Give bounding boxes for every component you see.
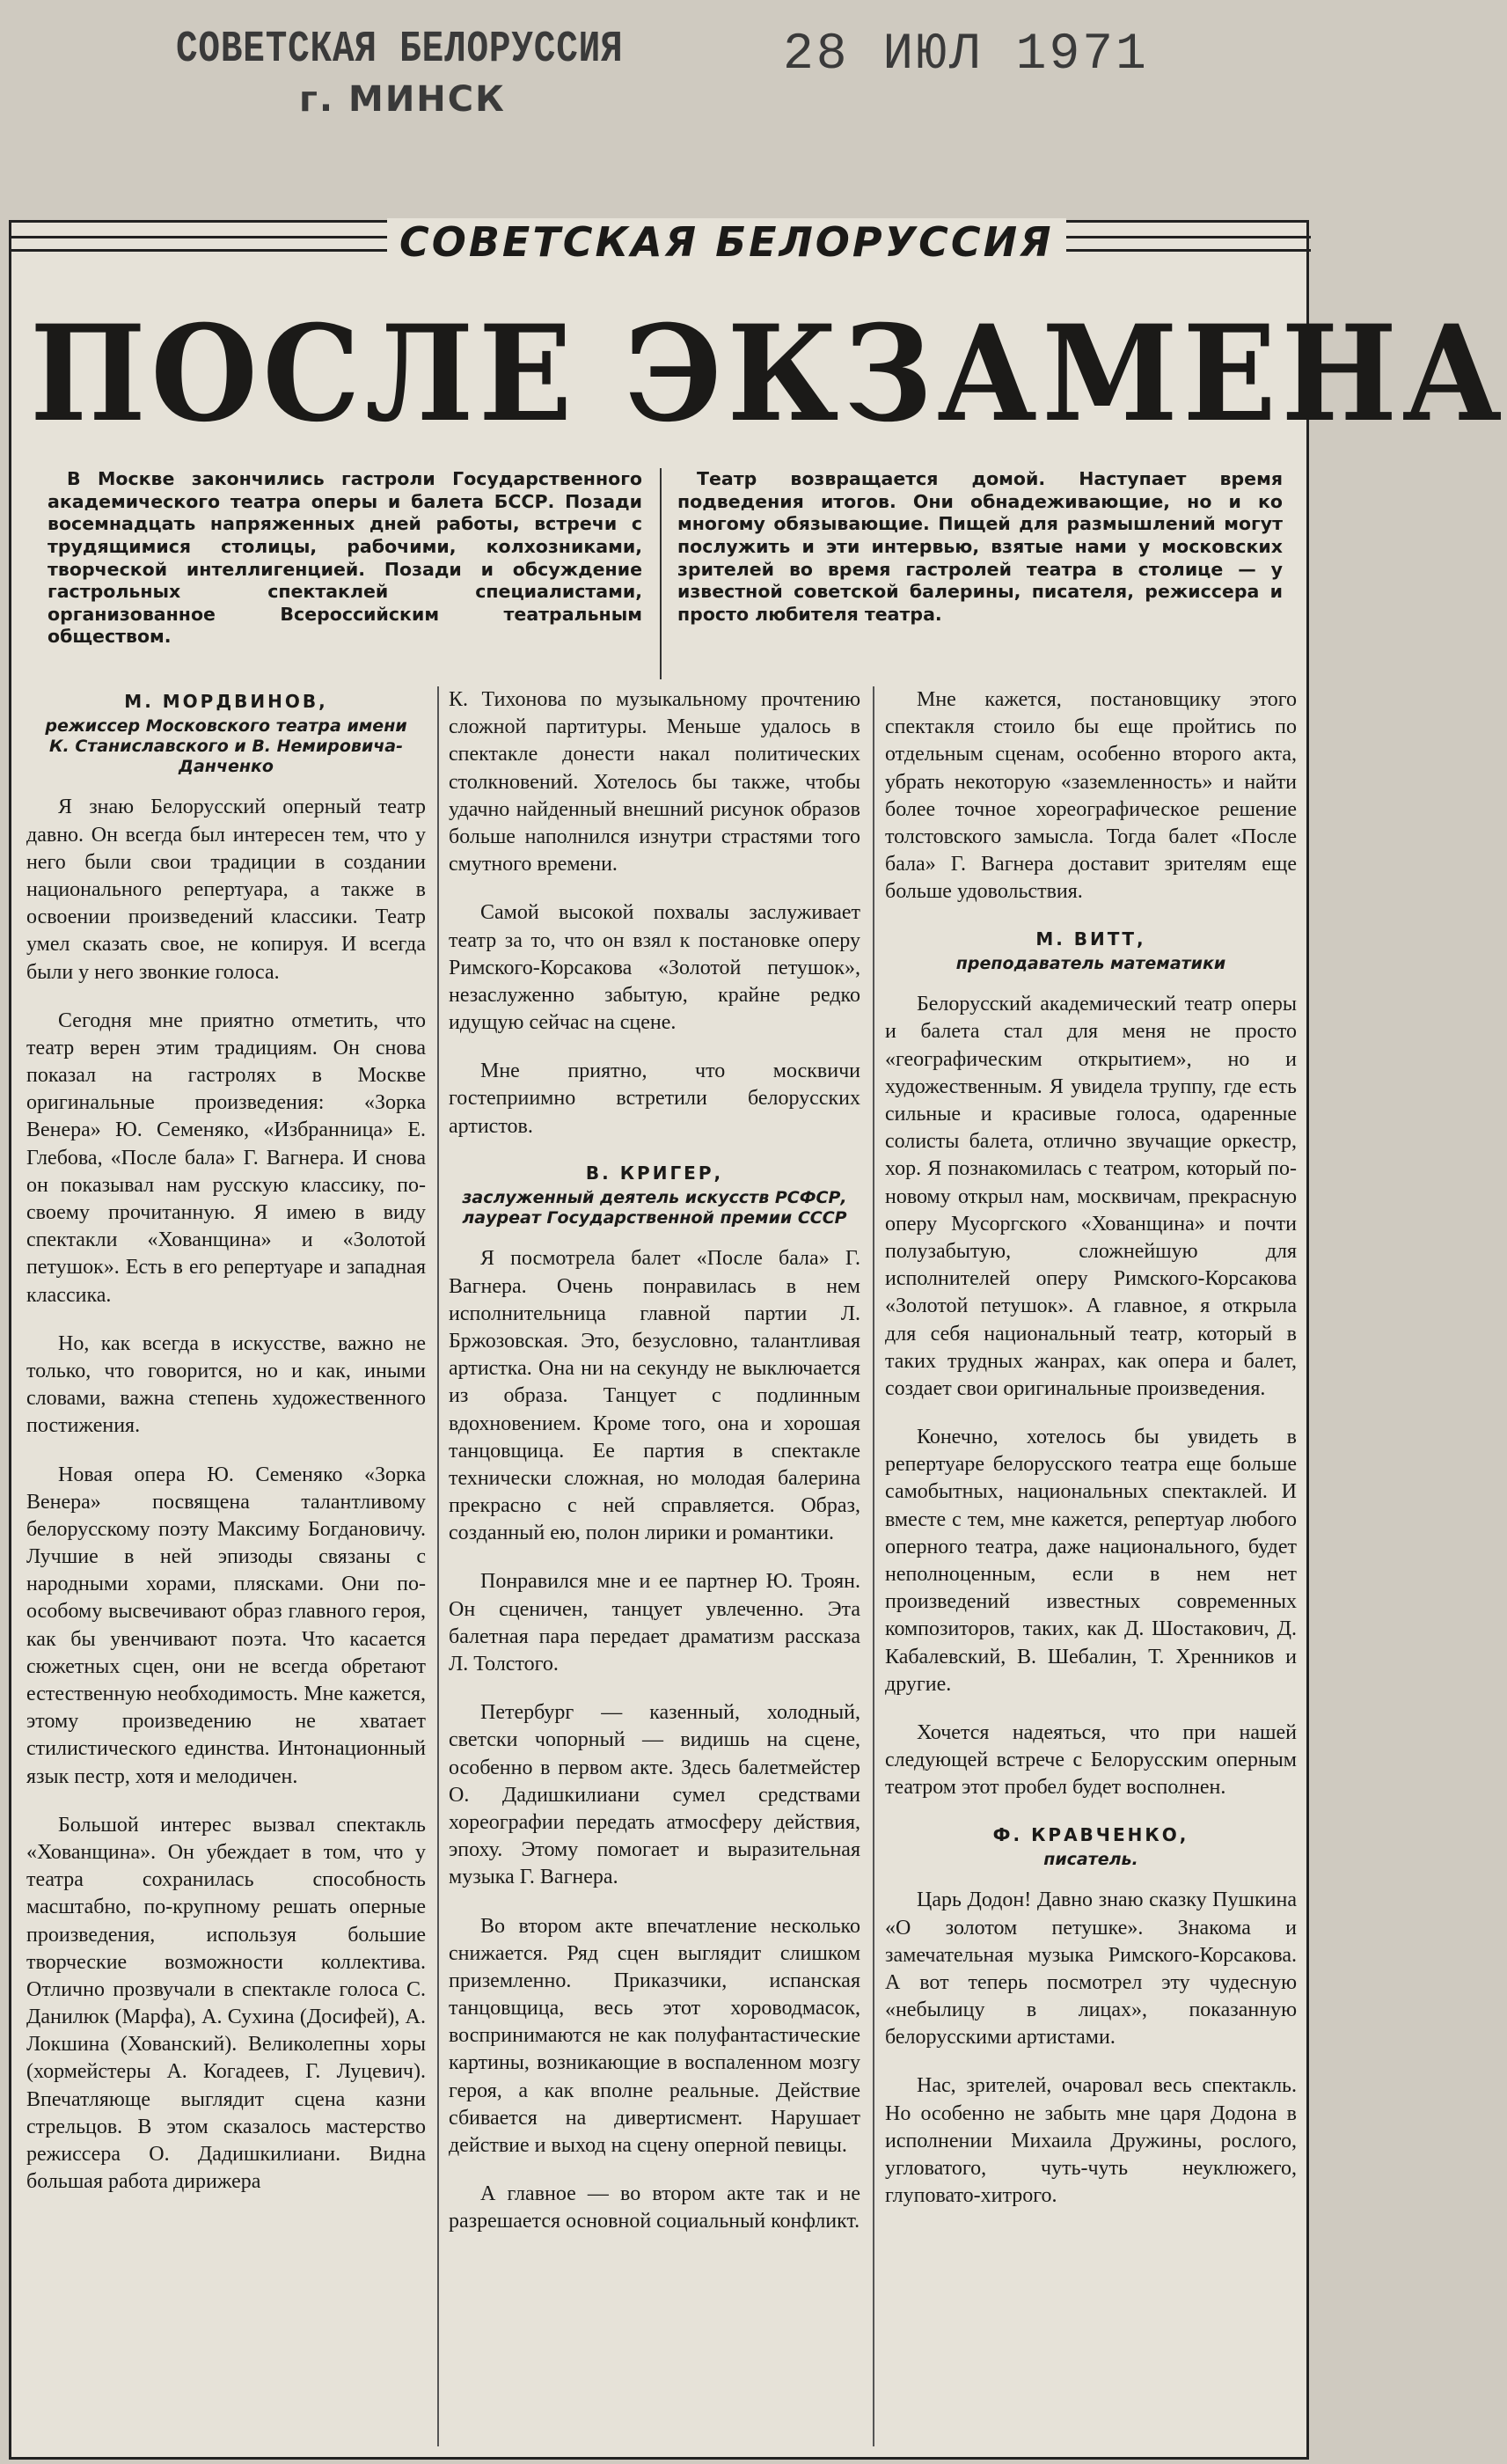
stamp-date: 28 ИЮЛ 1971 (783, 26, 1149, 84)
author-vitt-title: преподаватель математики (955, 953, 1226, 973)
masthead: СОВЕТСКАЯ БЕЛОРУССИЯ (387, 218, 1066, 266)
paragraph: Мне кажется, постановщику этого спектакля стоило бы еще пройтись по отдельным сценам, особенно второго акта, убрать некоторую «заземленность» и найти более точное хореографическое решение толстовского замысла. Тогда балет «После бала» Г. Вагнера доставит зрителям еще больше удовольствия. (885, 688, 1297, 904)
column-1 (26, 686, 426, 2446)
lead-left: В Москве закончились гастроли Государственного академического театра оперы и балета БССР. Позади восемнадцать напряженных дней работы, встречи с трудящимися столицы, рабочими, колхозниками, творческой интеллигенцией. Позади и обсуждение гастрольных спектаклей специалистами, организованное Всероссийским театральным обществом. (48, 468, 642, 648)
column-3 (885, 686, 1297, 2446)
paragraph: Большой интерес вызвал спектакль «Хованщина». Он убеждает в том, что у театра сохранилась способность масштабно, по-крупному решать оперные произведения, используя большие творческие возможности коллектива. Отлично прозвучали в спектакле голоса С. Данилюк (Марфа), А. Сухина (Досифей), А. Локшина (Хованский). Великолепны хоры (хормейстеры А. Когадеев, Г. Луцевич). Впечатляюще выглядит сцена казни стрельцов. В этом сказалось мастерство режиссера О. Дадишкилиани. Видна большая работа дирижера (26, 1813, 426, 2194)
paragraph: А главное — во втором акте так и не разрешается основной социальный конфликт. (449, 2182, 860, 2233)
paragraph: Но, как всегда в искусстве, важно не только, что говорится, но и как, иными словами, важна степень художественного постижения. (26, 1331, 426, 1438)
author-kriger-title: заслуженный деятель искусств РСФСР, лауреат Государственной премии СССР (462, 1187, 847, 1228)
paragraph: Белорусский академический театр оперы и балета стал для меня не просто «географическим открытием», но и художественным. Я увидела труппу, где есть сильные и красивые голоса, одаренные солисты балета, отлично звучащие оркестр, хор. Я познакомилась с театром, который по-новому открыл нам, москвичам, прекрасную оперу Мусоргского «Хованщина» и почти полузабытую, сложнейшую для исполнителей оперу Римского-Корсакова «Золотой петушок». А главное, я открыла для себя национальный театр, который в таких трудных жанрах, как опера и балет, создает свои оригинальные произведения. (885, 993, 1297, 1400)
paragraph: Царь Додон! Давно знаю сказку Пушкина «О золотом петушке». Знакома и замечательная музыка Римского-Корсакова. А вот теперь посмотрел эту чудесную «небылицу в лицах», показанную белорусскими артистами. (885, 1888, 1297, 2050)
lead-right: Театр возвращается домой. Наступает время подведения итогов. Они обнадеживающие, но и ко многому обязывающие. Пищей для размышлений могут послужить и эти интервью, взятые нами у московских зрителей во время гастролей театра в столице — у известной советской балерины, писателя, режиссера и просто любителя театра. (677, 468, 1283, 625)
paragraph: Хочется надеяться, что при нашей следующей встрече с Белорусским оперным театром этот пробел будет восполнен. (885, 1720, 1297, 1800)
author-mordvinov: М. МОРДВИНОВ, (124, 691, 328, 712)
author-kravchenko-title: писатель. (1043, 1849, 1138, 1869)
paragraph: Самой высокой похвалы заслуживает театр за то, что он взял к постановке оперу Римского-Корсакова «Золотой петушок», незаслуженно забытую, крайне редко идущую сейчас на сцене. (449, 901, 860, 1035)
paragraph: Нас, зрителей, очаровал весь спектакль. Но особенно не забыть мне царя Додона в исполнении Михаила Дружины, рослого, угловатого, чуть-чуть неуклюжего, глуповато-хитрого. (885, 2074, 1297, 2208)
paragraph: Петербург — казенный, холодный, светски чопорный — видишь на сцене, особенно в первом акте. Здесь балетмейстер О. Дадишкилиани сумел средствами хореографии передать атмосферу действия, эпоху. Этому помогает и выразительная музыка Г. Вагнера. (449, 1701, 860, 1889)
paragraph: Мне приятно, что москвичи гостеприимно встретили белорусских артистов. (449, 1060, 860, 1138)
paragraph: Я знаю Белорусский оперный театр давно. Он всегда был интересен тем, что у него были свои традиции в создании национального репертуара, а также в освоении произведений классики. Театр умел сказать свое, не копируя. И всегда были у него звонкие голоса. (26, 796, 426, 984)
author-vitt: М. ВИТТ, (1035, 928, 1146, 950)
column-rule (873, 686, 874, 2446)
paragraph: К. Тихонова по музыкальному прочтению сложной партитуры. Меньше удалось в спектакле донести накал политических столкновений. Хотелось бы также, чтобы удачно найденный внешний рисунок образов больше наполнился изнутри страстями того смутного времени. (449, 688, 860, 876)
paragraph: Я посмотрела балет «После бала» Г. Вагнера. Очень понравилась в нем исполнительница главной партии Л. Бржозовская. Это, безусловно, талантливая артистка. Она ни на секунду не выключается из образа. Танцует с подлинным вдохновением. Кроме того, она и хорошая танцовщица. Ее партия в спектакле технически сложная, но молодая балерина прекрасно с ней справляется. Образ, созданный ею, полон лирики и романтики. (449, 1247, 860, 1545)
paragraph: Сегодня мне приятно отметить, что театр верен этим традициям. Он снова показал на гастролях в Москве оригинальные произведения: «Зорка Венера» Ю. Семеняко, «Избранница» Е. Глебова, «После бала» Г. Вагнера. И снова он показывал нам русскую классику, по-своему прочитанную. Я имею в виду спектакли «Хованщина» и «Золотой петушок». Есть в его репертуаре и западная классика. (26, 1008, 426, 1307)
column-2 (449, 686, 860, 2446)
headline: ПОСЛЕ ЭКЗАМЕНА (30, 297, 1507, 451)
author-kravchenko: Ф. КРАВЧЕНКО, (992, 1823, 1189, 1845)
author-mordvinov-title: режиссер Московского театра имени К. Станиславского и В. Немировича-Данченко (45, 716, 407, 776)
paragraph: Во втором акте впечатление несколько снижается. Ряд сцен выглядит слишком приземленно. Приказчики, испанская танцовщица, весь этот хороводмасок, воспринимаются не как полуфантастические картины, возникающие в воспаленном мозгу героя, а как вполне реальные. Действие сбивается на дивертисмент. Нарушает действие и выход на сцену оперной певицы. (449, 1914, 860, 2158)
stamp-paper-name: СОВЕТСКАЯ БЕЛОРУССИЯ (176, 25, 624, 75)
paragraph: Новая опера Ю. Семеняко «Зорка Венера» посвящена талантливому белорусскому поэту Максиму Богдановичу. Лучшие в ней эпизоды связаны с народными хорами, плясками. Они по-особому высвечивают образ главного героя, как бы увенчивают поэта. Что касается сюжетных сцен, они не всегда обретают естественную необходимость. Мне кажется, этому произведению не хватает стилистического единства. Интонационный язык пестр, хотя и мелодичен. (26, 1463, 426, 1788)
author-kriger: В. КРИГЕР, (585, 1162, 724, 1184)
lead-divider (660, 468, 662, 679)
paragraph: Конечно, хотелось бы увидеть в репертуаре белорусского театра еще больше самобытных, национальных спектаклей. И вместе с тем, мне кажется, репертуар любого оперного театра, даже национального, будет неполноценным, если в нем нет произведений известных современных композиторов, таких, как Д. Шостакович, Д. Кабалевский, В. Шебалин, Т. Хренников и другие. (885, 1426, 1297, 1696)
column-rule (437, 686, 439, 2446)
stamp-city: г. МИНСК (299, 79, 506, 120)
clipping-stamp (176, 25, 1149, 130)
paragraph: Понравился мне и ее партнер Ю. Троян. Он сценичен, танцует увлеченно. Эта балетная пара передает драматизм рассказа Л. Толстого. (449, 1570, 860, 1676)
